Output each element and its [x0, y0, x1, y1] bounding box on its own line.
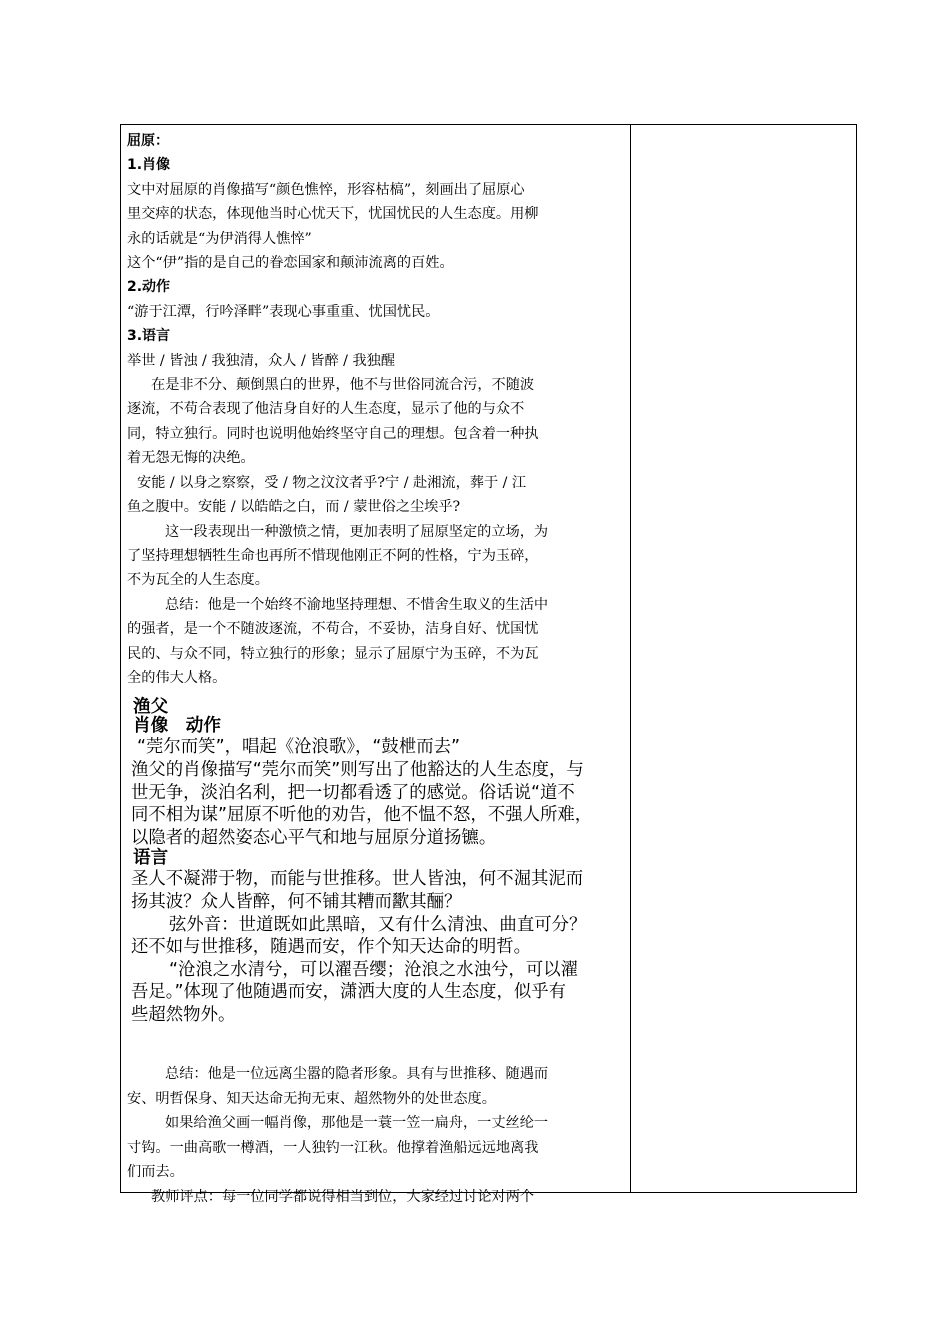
paragraph-line: 寸钩。一曲高歌一樽酒，一人独钓一江秋。他撑着渔船远远地离我 [127, 1139, 539, 1156]
slide-line: 同不相为谋”屈原不听他的劝告，他不愠不怒，不强人所难， [131, 805, 593, 826]
quote-line: 鱼之腹中。安能 / 以皓皓之白，而 / 蒙世俗之尘埃乎? [127, 499, 461, 516]
portrait-heading: 1.肖像 [127, 157, 171, 174]
paragraph-line: 总结：他是一个始终不渝地坚持理想、不惜舍生取义的生活中 [165, 596, 549, 613]
paragraph-line: 着无怨无悔的决绝。 [127, 450, 255, 467]
slide-line: 弦外音：世道既如此黑暗，又有什么清浊、曲直可分？ [169, 914, 587, 935]
quote-line: 举世 / 皆浊 / 我独清，众人 / 皆醉 / 我独醒 [127, 352, 396, 369]
notes-cell [633, 125, 856, 1192]
column-divider [630, 125, 631, 1192]
slide-line: 吾足。”体现了他随遇而安，潇洒大度的人生态度，似乎有 [131, 982, 567, 1003]
slide-line: “沧浪之水清兮，可以濯吾缨；沧浪之水浊兮，可以濯 [169, 959, 578, 980]
paragraph-line: 永的话就是“为伊消得人憔悴” [127, 230, 312, 247]
slide-line: 世无争，淡泊名利，把一切都看透了的感觉。俗话说“道不 [131, 782, 575, 803]
paragraph-line: 总结：他是一位远离尘嚣的隐者形象。具有与世推移、随遇而 [165, 1066, 549, 1083]
slide-line: 扬其波？众人皆醉，何不铺其糟而歠其酾？ [131, 891, 462, 912]
content-cell [127, 129, 625, 1209]
paragraph-line: 不为瓦全的人生态度。 [127, 572, 269, 589]
paragraph-line: 这个“伊”指的是自己的眷恋国家和颠沛流离的百姓。 [127, 255, 454, 272]
quyuan-heading: 屈原： [127, 133, 169, 149]
paragraph-line: 的强者，是一个不随波逐流，不苟合，不妥协，洁身自好、忧国忧 [127, 621, 539, 638]
action-heading: 2.动作 [127, 279, 171, 296]
paragraph-line: 同，特立独行。同时也说明他始终坚守自己的理想。包含着一种执 [127, 425, 539, 442]
embedded-slide-excerpt [127, 698, 625, 1026]
paragraph-line: 安、明哲保身、知天达命无拘无束、超然物外的处世态度。 [127, 1090, 496, 1107]
slide-line: 还不如与世推移，随遇而安，作个知天达命的明哲。 [131, 937, 531, 958]
paragraph-line: 逐流，不苟合表现了他洁身自好的人生态度，显示了他的与众不 [127, 401, 525, 418]
paragraph-line: 全的伟大人格。 [127, 669, 227, 686]
yufu-subheading: 肖像 动作 [133, 716, 221, 737]
slide-line: 些超然物外。 [131, 1004, 236, 1025]
quote-line: “莞尔而笑”，唱起《沧浪歌》，“鼓枻而去” [137, 737, 460, 758]
paragraph-line: 里交瘁的状态，体现他当时心忧天下，忧国忧民的人生态度。用柳 [127, 206, 539, 223]
yufu-heading: 渔父 [133, 697, 169, 718]
paragraph-line: “游于江潭，行吟泽畔”表现心事重重、忧国忧民。 [127, 303, 440, 320]
slide-line: 圣人不凝滞于物，而能与世推移。世人皆浊，何不淈其泥而 [131, 869, 584, 890]
paragraph-line: 了坚持理想牺牲生命也再所不惜现他刚正不阿的性格，宁为玉碎， [127, 547, 539, 564]
paragraph-line: 们而去。 [127, 1164, 184, 1181]
quote-line: 安能 / 以身之察察，受 / 物之汶汶者乎?宁 / 赴湘流，葬于 / 江 [137, 474, 527, 491]
slide-line: 以隐者的超然姿态心平气和地与屈原分道扬镳。 [131, 827, 497, 848]
lesson-table [120, 124, 857, 1205]
paragraph-line: 民的、与众不同，特立独行的形象；显示了屈原宁为玉碎，不为瓦 [127, 645, 539, 662]
paragraph-line: 在是非不分、颠倒黑白的世界，他不与世俗同流合污，不随波 [151, 377, 535, 394]
language-heading: 3.语言 [127, 328, 171, 345]
slide-line: 渔父的肖像描写“莞尔而笑”则写出了他豁达的人生态度，与 [131, 759, 584, 780]
paragraph-line: 文中对屈原的肖像描写“颜色憔悴，形容枯槁”，刻画出了屈原心 [127, 181, 525, 198]
paragraph-line: 这一段表现出一种激愤之情，更加表明了屈原坚定的立场，为 [165, 523, 549, 540]
yufu-language-heading: 语言 [133, 848, 169, 869]
paragraph-line: 如果给渔父画一幅肖像，那他是一蓑一笠一扁舟，一丈丝纶一 [165, 1115, 549, 1132]
paragraph-line: 教师评点：每一位同学都说得相当到位，大家经过讨论对两个 [151, 1188, 535, 1205]
